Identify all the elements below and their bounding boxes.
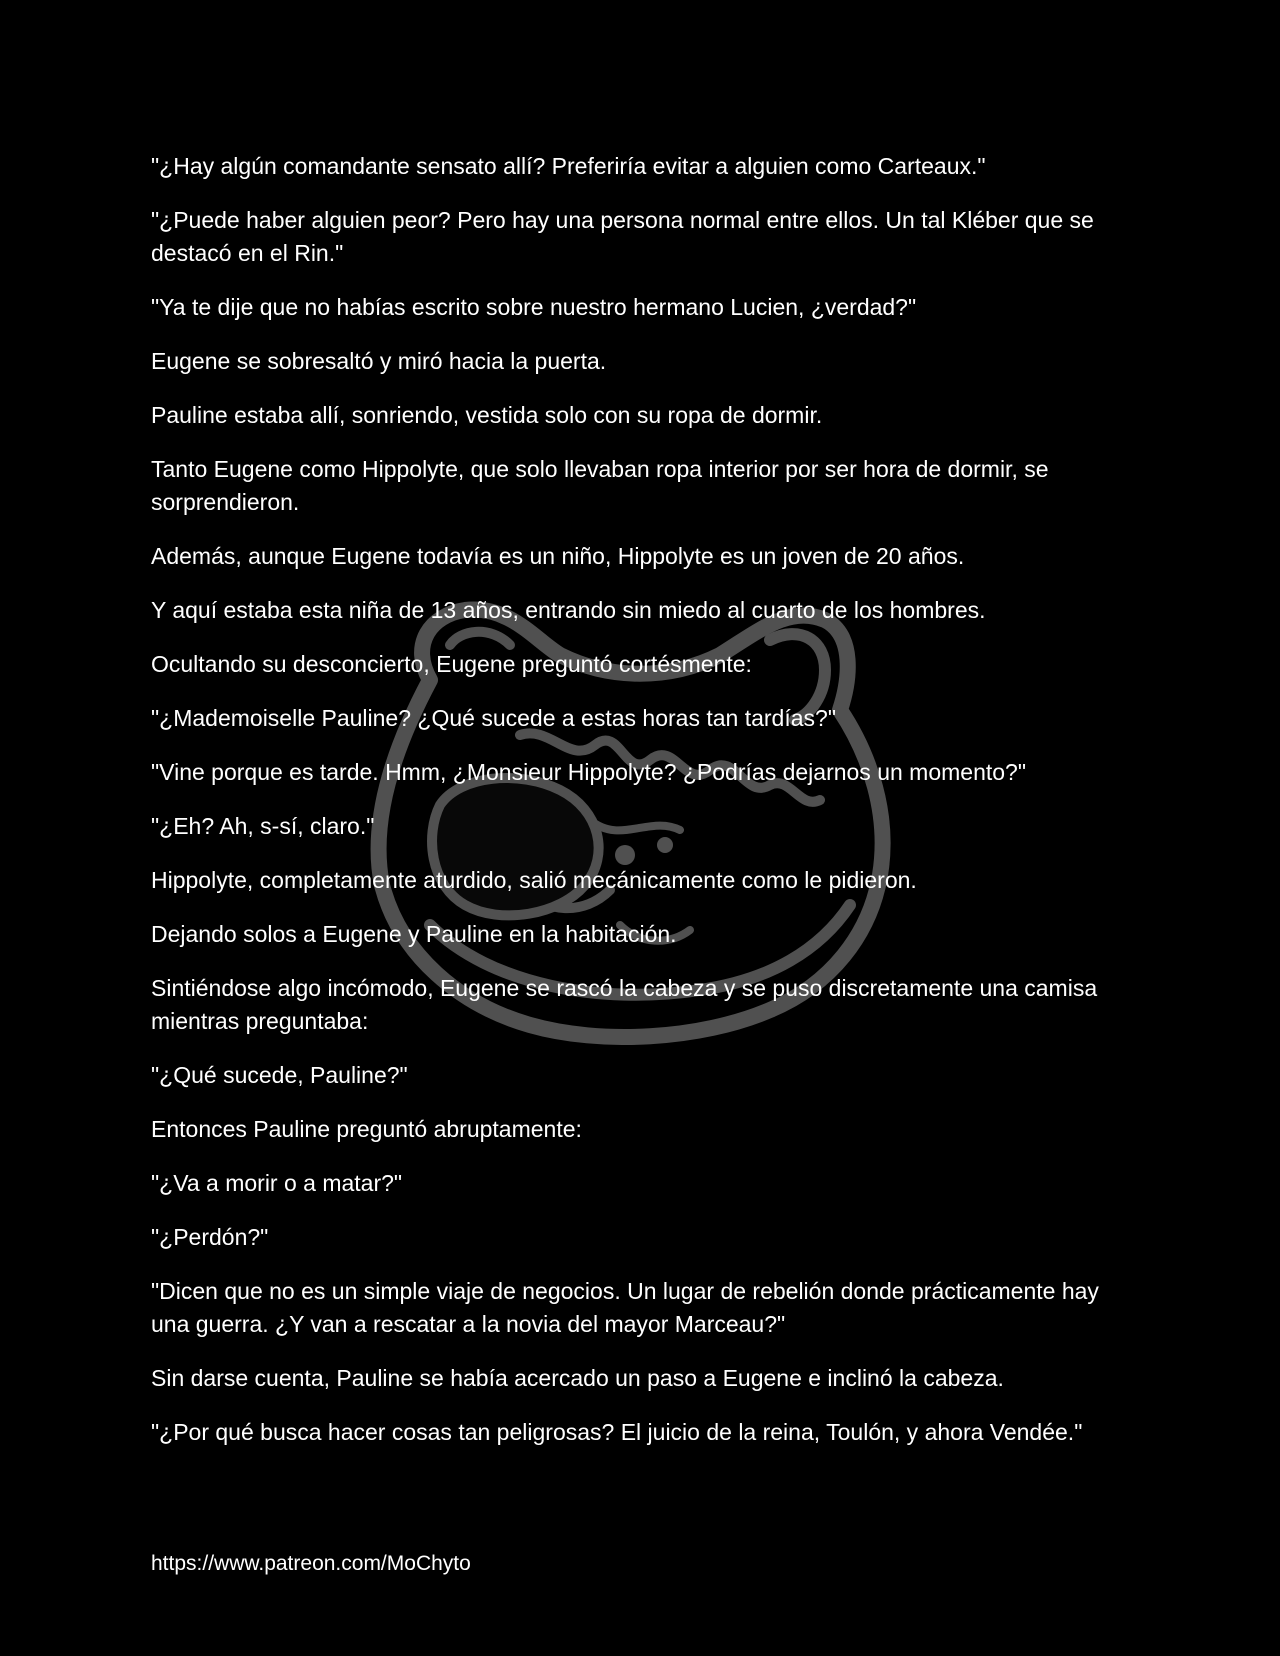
paragraph: Y aquí estaba esta niña de 13 años, entrando sin miedo al cuarto de los hombres.: [151, 597, 986, 623]
paragraph: Pauline estaba allí, sonriendo, vestida solo con su ropa de dormir.: [151, 402, 823, 428]
paragraph: "¿Puede haber alguien peor? Pero hay una persona normal entre ellos. Un tal Kléber que se destacó en el Rin.": [151, 207, 1094, 266]
paragraph: Hippolyte, completamente aturdido, salió mecánicamente como le pidieron.: [151, 867, 917, 893]
paragraph: "Ya te dije que no habías escrito sobre nuestro hermano Lucien, ¿verdad?": [151, 294, 917, 320]
paragraph: "Vine porque es tarde. Hmm, ¿Monsieur Hippolyte? ¿Podrías dejarnos un momento?": [151, 759, 1026, 785]
paragraph: "Dicen que no es un simple viaje de negocios. Un lugar de rebelión donde prácticamente hay una guerra. ¿Y van a rescatar a la novia del mayor Marceau?": [151, 1278, 1099, 1337]
paragraph: Entonces Pauline preguntó abruptamente:: [151, 1116, 582, 1142]
paragraph: "¿Qué sucede, Pauline?": [151, 1062, 408, 1088]
paragraph: Sin darse cuenta, Pauline se había acercado un paso a Eugene e inclinó la cabeza.: [151, 1365, 1004, 1391]
paragraph: Dejando solos a Eugene y Pauline en la habitación.: [151, 921, 677, 947]
paragraph: "¿Mademoiselle Pauline? ¿Qué sucede a estas horas tan tardías?": [151, 705, 836, 731]
paragraph: "¿Va a morir o a matar?": [151, 1170, 403, 1196]
paragraph: "¿Por qué busca hacer cosas tan peligrosas? El juicio de la reina, Toulón, y ahora Vendée.": [151, 1419, 1083, 1445]
story-text: [151, 150, 1131, 1470]
paragraph: Eugene se sobresaltó y miró hacia la puerta.: [151, 348, 607, 374]
paragraph: "¿Hay algún comandante sensato allí? Preferiría evitar a alguien como Carteaux.": [151, 153, 986, 179]
paragraph: Sintiéndose algo incómodo, Eugene se rascó la cabeza y se puso discretamente una camisa mientras preguntaba:: [151, 975, 1098, 1034]
paragraph: Tanto Eugene como Hippolyte, que solo llevaban ropa interior por ser hora de dormir, se sorprendieron.: [151, 456, 1049, 515]
paragraph: "¿Eh? Ah, s-sí, claro.": [151, 813, 375, 839]
patreon-link[interactable]: https://www.patreon.com/MoChyto: [151, 1552, 471, 1575]
paragraph: "¿Perdón?": [151, 1224, 269, 1250]
paragraph: Ocultando su desconcierto, Eugene preguntó cortésmente:: [151, 651, 752, 677]
paragraph: Además, aunque Eugene todavía es un niño, Hippolyte es un joven de 20 años.: [151, 543, 965, 569]
